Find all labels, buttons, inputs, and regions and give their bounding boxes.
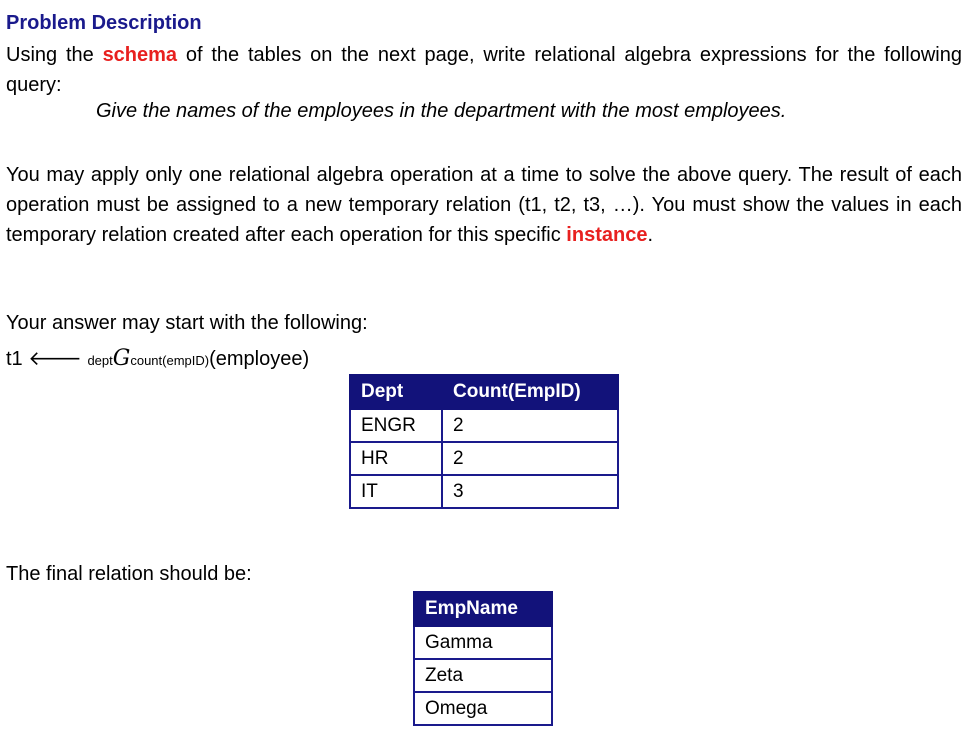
- final-table: [413, 591, 553, 726]
- table-cell: 2: [442, 442, 618, 475]
- table-row: [414, 626, 552, 659]
- table-cell: ENGR: [350, 409, 442, 442]
- table-row: [350, 409, 618, 442]
- column-header: Dept: [350, 375, 442, 409]
- intro-paragraph: [6, 40, 962, 100]
- problem-title: Problem Description: [6, 12, 202, 34]
- table-cell: 2: [442, 409, 618, 442]
- t1-table: [349, 374, 619, 509]
- table-cell: HR: [350, 442, 442, 475]
- table-cell: IT: [350, 475, 442, 508]
- expr-operator: G: [112, 346, 131, 371]
- table-cell: Zeta: [414, 659, 552, 692]
- table-cell: 3: [442, 475, 618, 508]
- table-row: [414, 659, 552, 692]
- table-cell: Omega: [414, 692, 552, 725]
- table-cell: Gamma: [414, 626, 552, 659]
- table-row: [350, 442, 618, 475]
- table-row: [414, 692, 552, 725]
- instructions-paragraph: [6, 160, 962, 250]
- instance-keyword: instance: [566, 224, 648, 246]
- final-label: The final relation should be:: [6, 563, 252, 585]
- table-header-row: [414, 592, 552, 626]
- instructions-end: .: [647, 224, 654, 246]
- schema-keyword: schema: [102, 44, 178, 66]
- expr-aggregate: count(empID): [130, 353, 210, 368]
- column-header: Count(EmpID): [442, 375, 618, 409]
- intro-after: of the tables on the next page, write relational algebra expressions for the following query:: [6, 44, 962, 96]
- relational-expression: [6, 346, 309, 371]
- table-row: [350, 475, 618, 508]
- column-header: EmpName: [414, 592, 552, 626]
- intro-before: Using the: [6, 44, 94, 66]
- query-text: Give the names of the employees in the department with the most employees.: [96, 100, 787, 122]
- start-label: Your answer may start with the following:: [6, 312, 368, 334]
- expr-lhs: t1: [6, 348, 23, 370]
- instructions-text: You may apply only one relational algebra operation at a time to solve the above query. The result of each operation must be assigned to a new temporary relation (t1, t2, t3, …). You must show the values in each temporary relation created after each operation for this specific: [6, 164, 962, 246]
- arrow-left-icon: 🡐: [28, 348, 82, 370]
- table-header-row: [350, 375, 618, 409]
- expr-group-by: dept: [87, 353, 113, 368]
- expr-relation: (employee): [209, 348, 310, 370]
